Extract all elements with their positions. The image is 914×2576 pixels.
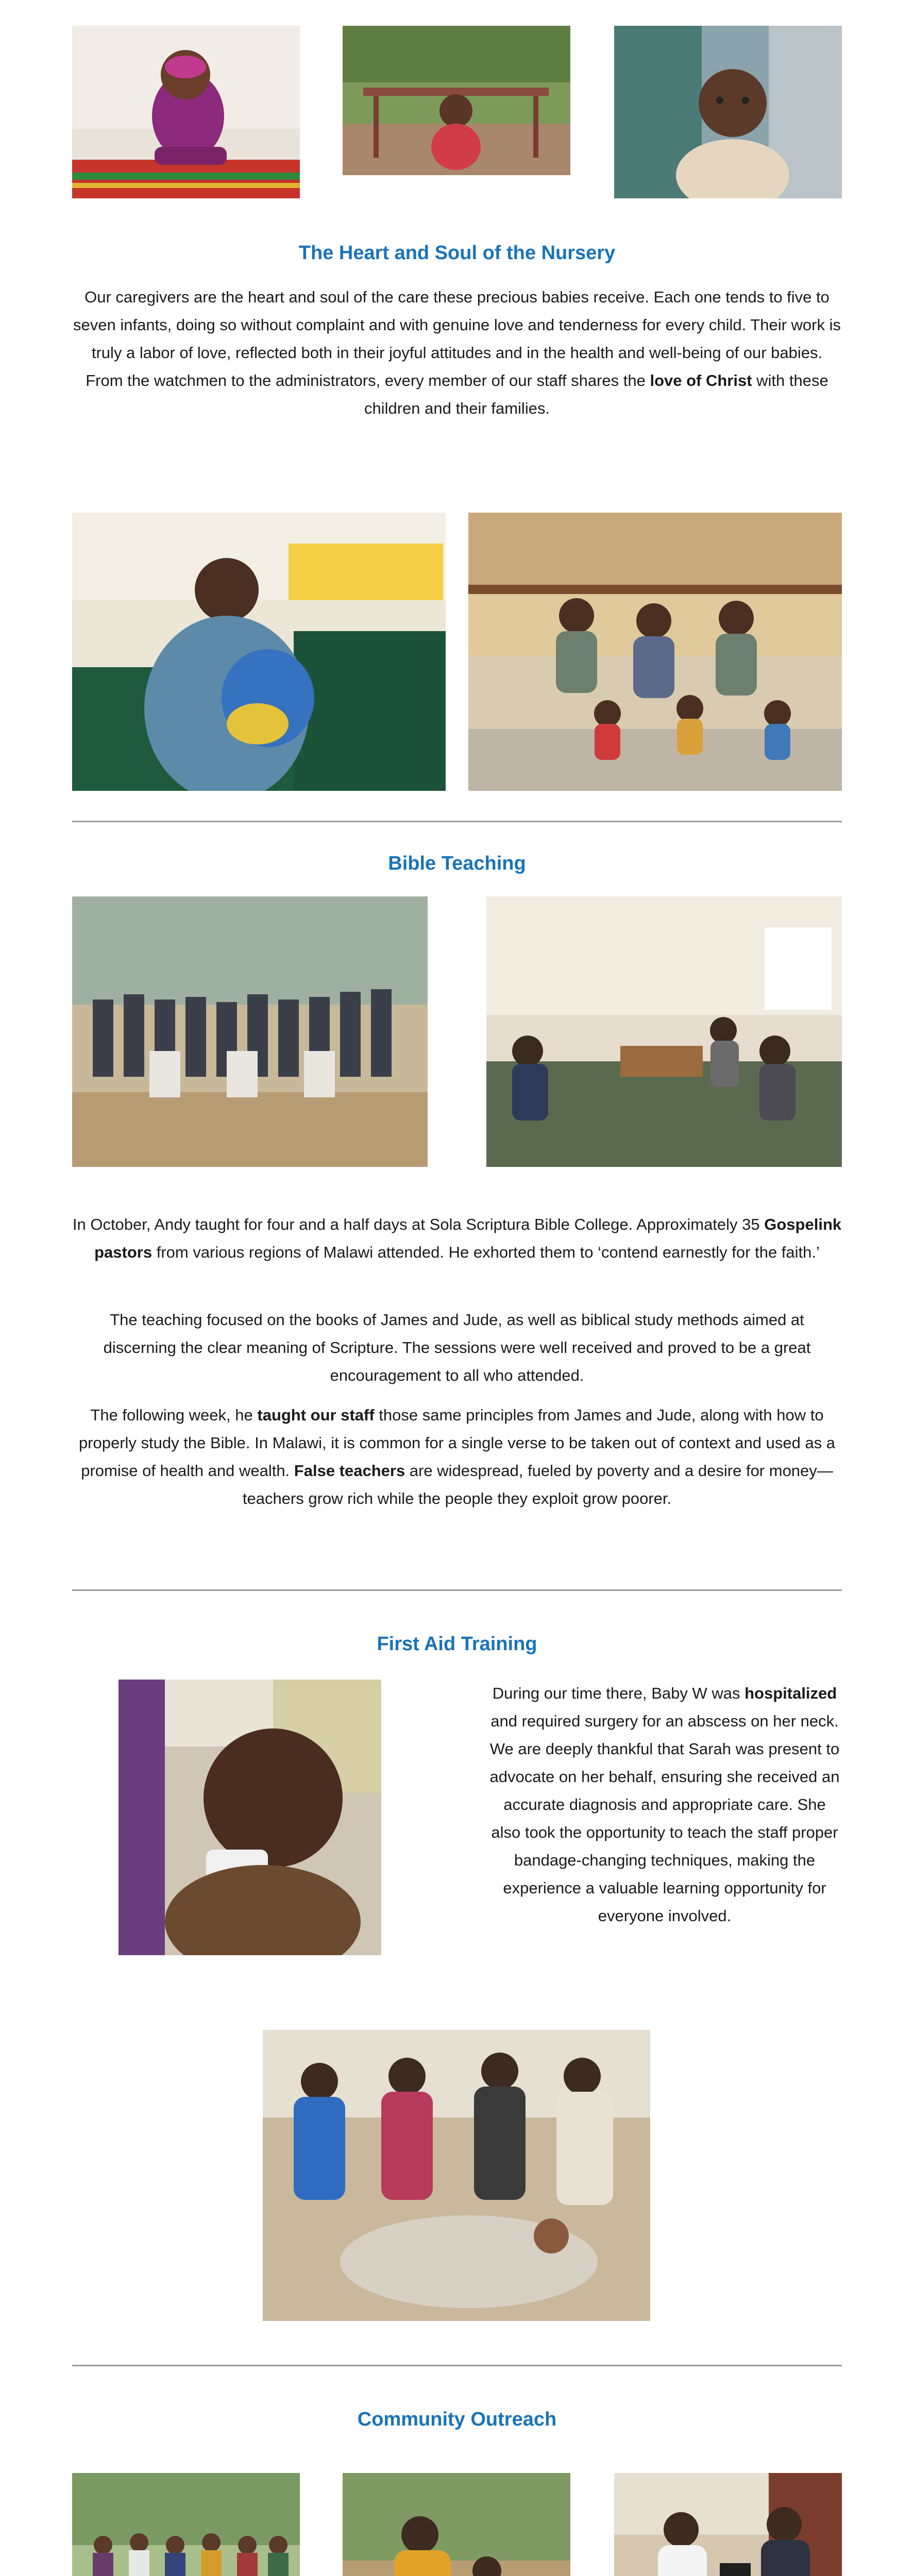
caregiver-image xyxy=(72,513,446,791)
bible-paragraph-2: The teaching focused on the books of James and Jude, as well as biblical study methods aimed at discerning the clear meaning of Scripture. The sessions were well received and proved to be a great encouragement to all who attended. xyxy=(103,1311,811,1384)
bible-text-3: The following week, he xyxy=(90,1406,258,1424)
divider-2 xyxy=(72,1589,842,1591)
classroom-image xyxy=(486,896,842,1167)
baby-cot-image xyxy=(614,26,842,198)
first-aid-text-1: During our time there, Baby W was xyxy=(492,1684,745,1702)
nursery-paragraph xyxy=(72,283,842,422)
nursery-photo-caregiver xyxy=(72,513,446,791)
bible-text-5: are widespread, fueled by poverty and a desire for money—teachers grow rich while the people they exploit grow poorer. xyxy=(242,1462,833,1507)
top-photo-baby-pink xyxy=(72,26,300,198)
first-aid-text-2: and required surgery for an abscess on her neck. We are deeply thankful that Sarah was present to advocate on her behalf, ensuring she received an accurate diagnosis and appropriate care. She also took the opportunity to teach the staff proper bandage-changing techniques, making the experience a valuable learning opportunity for everyone involved. xyxy=(489,1712,840,1925)
bible-text-4: those same principles from James and Jude, along with how to properly study the Bible. In Malawi, it is common for a single verse to be taken out of context and used as a promise of health and wealth. xyxy=(78,1406,836,1480)
top-photo-baby-walker xyxy=(343,26,570,175)
family-visit-image xyxy=(72,2473,300,2576)
bible-paragraph-3 xyxy=(72,1401,842,1513)
bible-paragraph-1 xyxy=(72,1211,842,1266)
bible-bold-false-teachers: False teachers xyxy=(294,1462,405,1480)
first-aid-bold-hospitalized: hospitalized xyxy=(744,1684,837,1702)
nursery-text-1: Our caregivers are the heart and soul of the care these precious babies receive. Each one tends to five to seven infants, doing so without complaint and with genuine love and tenderness for every child. Their work is truly a labor of love, reflected both in their joyful attitudes and in the health and well-being of our babies. From the watchmen to the administrators, every member of our staff shares the xyxy=(73,288,841,389)
divider-3 xyxy=(72,2365,842,2366)
first-aid-paragraph xyxy=(487,1680,842,1930)
top-photo-baby-cot xyxy=(614,26,842,198)
baby-w-image xyxy=(119,1680,381,1955)
girl-white-dress-image xyxy=(343,2473,570,2576)
bible-bold-gospelink-pastors: Gospelink pastors xyxy=(94,1215,842,1261)
first-aid-heading: First Aid Training xyxy=(377,1633,537,1655)
veranda-image xyxy=(468,513,842,791)
bandage-training-image xyxy=(263,2030,650,2321)
outreach-heading: Community Outreach xyxy=(357,2409,557,2430)
bible-text-1: In October, Andy taught for four and a half days at Sola Scriptura Bible College. Approximately 35 xyxy=(72,1215,765,1233)
bible-bold-taught-our-staff: taught our staff xyxy=(257,1406,375,1424)
outreach-photo-girl xyxy=(343,2473,570,2576)
bible-gift-image xyxy=(614,2473,842,2576)
bible-heading: Bible Teaching xyxy=(388,853,526,874)
baby-walker-image xyxy=(343,26,570,175)
nursery-text-2: with these children and their families. xyxy=(364,371,828,417)
nursery-photo-veranda xyxy=(468,513,842,791)
bible-photo-classroom xyxy=(486,896,842,1167)
baby-pink-image xyxy=(72,26,300,198)
first-aid-photo-training xyxy=(263,2030,650,2321)
pastors-group-image xyxy=(72,896,428,1167)
nursery-bold-love-of-christ: love of Christ xyxy=(650,371,752,389)
outreach-photo-bible-gift xyxy=(614,2473,842,2576)
bible-text-2: from various regions of Malawi attended. He exhorted them to ‘contend earnestly for the faith.’ xyxy=(152,1243,820,1261)
first-aid-photo-baby xyxy=(119,1680,381,1955)
divider-1 xyxy=(72,821,842,822)
nursery-heading: The Heart and Soul of the Nursery xyxy=(298,242,616,264)
bible-photo-group xyxy=(72,896,428,1167)
outreach-photo-family xyxy=(72,2473,300,2576)
